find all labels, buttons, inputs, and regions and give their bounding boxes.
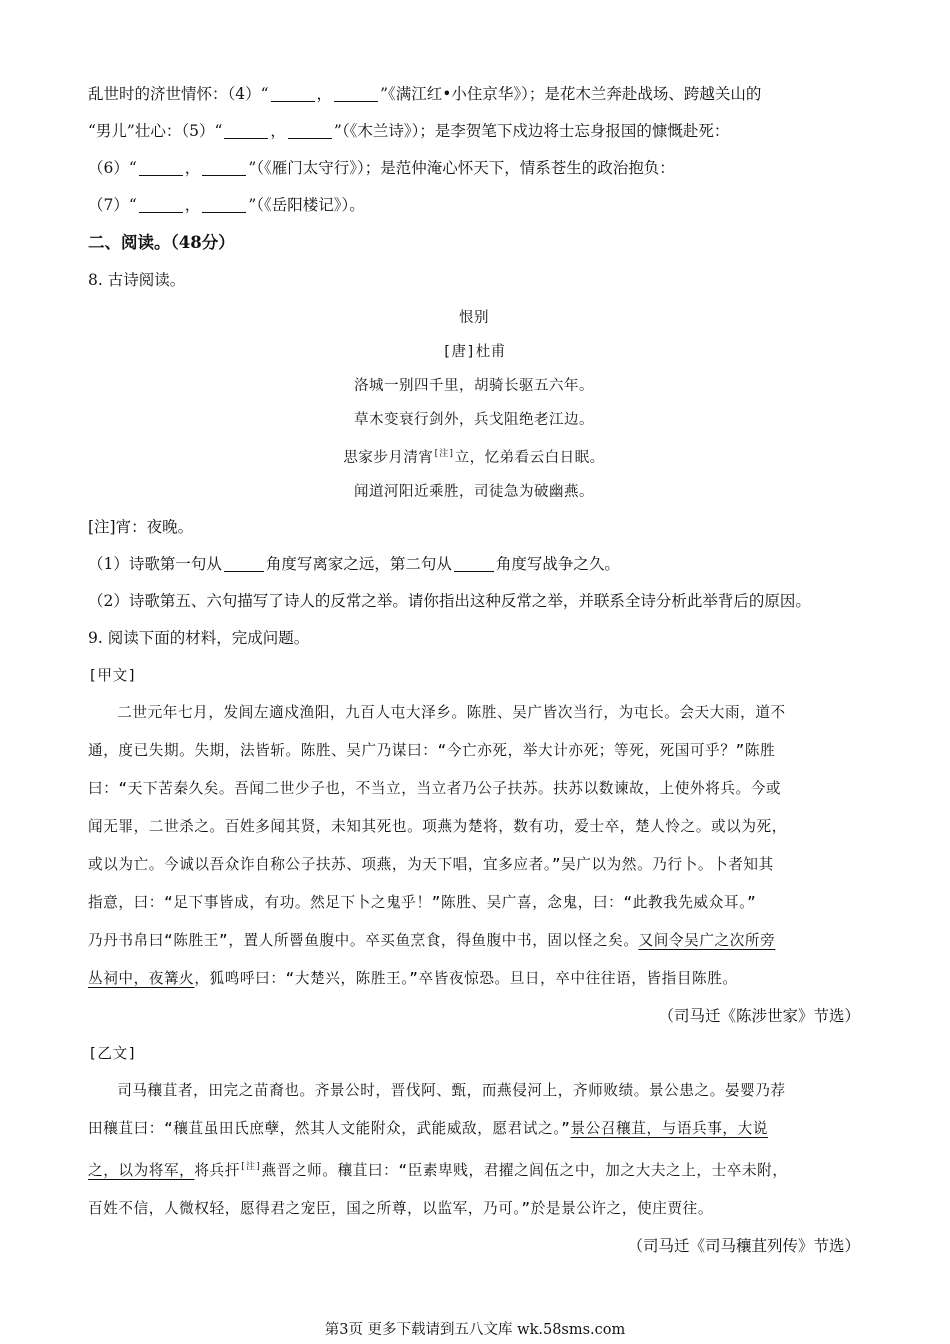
passage-line [88,960,860,998]
question-8-1 [88,546,860,583]
passage-label-jia: [甲文] [88,667,138,684]
answer-blank[interactable] [224,123,268,140]
text-line [88,150,860,187]
answer-blank[interactable] [224,556,264,573]
text-segment: ， [270,122,286,140]
answer-blank[interactable] [202,160,246,177]
text-segment: （6）“ [88,159,137,177]
poem [88,301,860,509]
question-9-heading: 9. 阅读下面的材料，完成问题。 [88,629,310,647]
text-line [88,187,860,224]
passage-label-yi: [乙文] [88,1045,138,1062]
passage-line: 或以为亡。今诚以吾众诈自称公子扶苏、项燕，为天下唱，宜多应者。”吴广以为然。乃行卜。卜者知其 [88,856,774,873]
poem-line: 洛城一别四千里，胡骑长驱五六年。 [354,378,594,394]
passage-jia [88,694,860,998]
text-segment: 角度写战争之久。 [495,555,620,573]
text-segment: ”（《木兰诗》）；是李贺笔下戍边将士忘身报国的慷慨赴死： [333,122,730,140]
passage-line: 闻无罪，二世杀之。百姓多闻其贤，未知其死也。项燕为楚将，数有功，爱士卒，楚人怜之。或以为死， [88,818,787,835]
passage-yi [88,1072,860,1228]
text-segment: 乱世时的济世情怀：（4）“ [88,85,269,103]
passage-line: 百姓不信，人微权轻，愿得君之宠臣，国之所尊，以监军，乃可。”於是景公许之，使庄贾往。 [88,1200,714,1217]
poem-line: 草木变衰行剑外，兵戈阻绝老江边。 [354,412,594,428]
answer-blank[interactable] [271,86,315,103]
text-line [88,113,860,150]
text-line [88,76,860,113]
text-segment: 立，忆弟看云白日眠。 [454,450,605,466]
text-segment: 燕晋之师。穰苴曰：“臣素卑贱，君擢之闾伍之中，加之大夫之上，士卒未附， [261,1162,788,1179]
passage-line: 司马穰苴者，田完之苗裔也。齐景公时，晋伐阿、甄，而燕侵河上，齐师败绩。景公患之。晏婴乃荐 [117,1082,786,1099]
question-8-2: （2）诗歌第五、六句描写了诗人的反常之举。请你指出这种反常之举，并联系全诗分析此举背后的原因。 [88,592,811,610]
underlined-sentence: 景公召穰苴，与语兵事，大说 [570,1120,769,1137]
page-footer: 第3页 更多下载请到五八文库 wk.58sms.com [324,1322,626,1338]
passage-line: 二世元年七月，发闾左適戍渔阳，九百人屯大泽乡。陈胜、吴广皆次当行，为屯长。会天大雨，道不 [117,704,786,721]
text-segment: ， [184,159,201,177]
poem-line: 闻道河阳近乘胜，司徒急为破幽燕。 [354,484,594,500]
text-segment: （1）诗歌第一句从 [88,555,222,573]
note-marker: [注] [433,449,455,459]
text-segment: 角度写离家之远，第二句从 [265,555,452,573]
text-segment: ”（《雁门太守行》）；是范仲淹心怀天下，情系苍生的政治抱负： [248,159,675,177]
passage-line: 曰：“天下苦秦久矣。吾闻二世少子也，不当立，当立者乃公子扶苏。扶苏以数谏故，上使外将兵。今或 [88,780,782,797]
text-segment: “男儿”壮心：（5）“ [88,122,223,140]
poem-title: 恨别 [459,310,489,326]
text-segment: ，狐鸣呼曰：“大楚兴，陈胜王。”卒皆夜惊恐。旦日，卒中往往语，皆指目陈胜。 [194,970,738,987]
underlined-sentence: 又间令吴广之次所旁 [638,932,776,949]
poem-author: [唐]杜甫 [442,344,506,360]
text-segment: ”（《岳阳楼记》）。 [248,196,365,214]
page-content [88,76,860,1265]
text-segment: （7）“ [88,196,137,214]
passage-line [88,1148,860,1190]
text-segment: ， [184,196,201,214]
answer-blank[interactable] [288,123,332,140]
section-title: 二、阅读。（48分） [88,233,235,252]
text-segment: ”《满江红•小住京华》）；是花木兰奔赴战场、跨越关山的 [380,85,762,103]
passage-line [88,1110,860,1148]
text-segment: 将兵扞 [194,1162,240,1179]
passage-line: 通，度已失期。失期，法皆斩。陈胜、吴广乃谋曰：“今亡亦死，举大计亦死；等死，死国可乎？”陈胜 [88,742,776,759]
passage-source: （司马迁《司马穰苴列传》节选） [627,1237,860,1255]
poem-line [88,437,860,475]
answer-blank[interactable] [334,86,378,103]
passage-line [88,922,860,960]
note-marker: [注] [239,1162,262,1172]
question-8-heading: 8. 古诗阅读。 [88,271,186,289]
passage-line: 指意，曰：“足下事皆成，有功。然足下卜之鬼乎！”陈胜、吴广喜，念鬼，曰：“此教我先威众耳。” [88,894,757,911]
underlined-sentence: 丛祠中，夜篝火 [88,970,195,987]
passage-source: （司马迁《陈涉世家》节选） [658,1007,860,1025]
underlined-sentence: 之，以为将军， [88,1162,195,1179]
text-segment: ， [316,85,333,103]
text-segment: 田穰苴曰：“穰苴虽田氏庶孽，然其人文能附众，武能威敌，愿君试之。” [88,1120,571,1137]
answer-blank[interactable] [139,160,183,177]
poem-note: [注]宵：夜晚。 [88,518,194,536]
answer-blank[interactable] [202,197,246,214]
answer-blank[interactable] [454,556,494,573]
text-segment: 思家步月清宵 [343,450,434,466]
text-segment: 乃丹书帛曰“陈胜王”，置人所罾鱼腹中。卒买鱼烹食，得鱼腹中书，固以怪之矣。 [88,932,639,949]
answer-blank[interactable] [139,197,183,214]
